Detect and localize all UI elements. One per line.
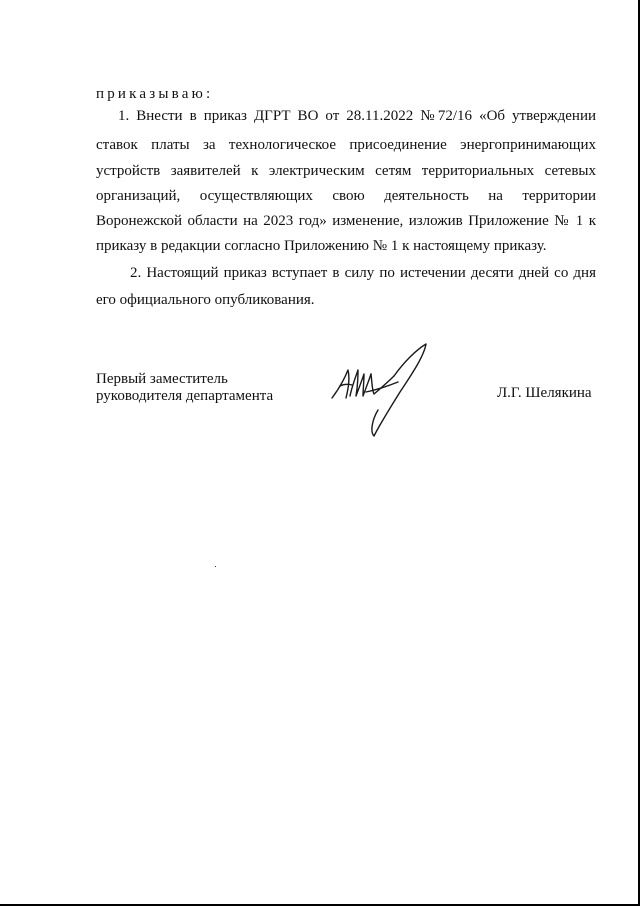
preamble-text: приказываю:: [96, 86, 214, 102]
item2-line-1: 2. Настоящий приказ вступает в силу по истечении десяти дней со дня: [130, 265, 596, 281]
item2-line-2: его официального опубликования.: [96, 292, 315, 308]
handwritten-signature: [326, 340, 436, 440]
item1-line-2: ставок платы за технологическое присоединение энергопринимающих: [96, 137, 596, 153]
signatory-position-line2: руководителя департамента: [96, 388, 274, 404]
signatory-name: Л.Г. Шелякина: [497, 385, 592, 401]
item1-line-4: организаций, осуществляющих свою деятельность на территории: [96, 188, 596, 204]
signatory-position-line1: Первый заместитель: [96, 371, 228, 387]
item1-line-6: приказу в редакции согласно Приложению № 1 к настоящему приказу.: [96, 238, 547, 254]
item1-line-5: Воронежской области на 2023 год» изменение, изложив Приложение № 1 к: [96, 213, 596, 229]
scan-speck: [215, 566, 216, 567]
item1-line-1: 1. Внести в приказ ДГРТ ВО от 28.11.2022 №72/16 «Об утверждении: [118, 108, 596, 124]
item1-line-3: устройств заявителей к электрическим сетям территориальных сетевых: [96, 163, 596, 179]
